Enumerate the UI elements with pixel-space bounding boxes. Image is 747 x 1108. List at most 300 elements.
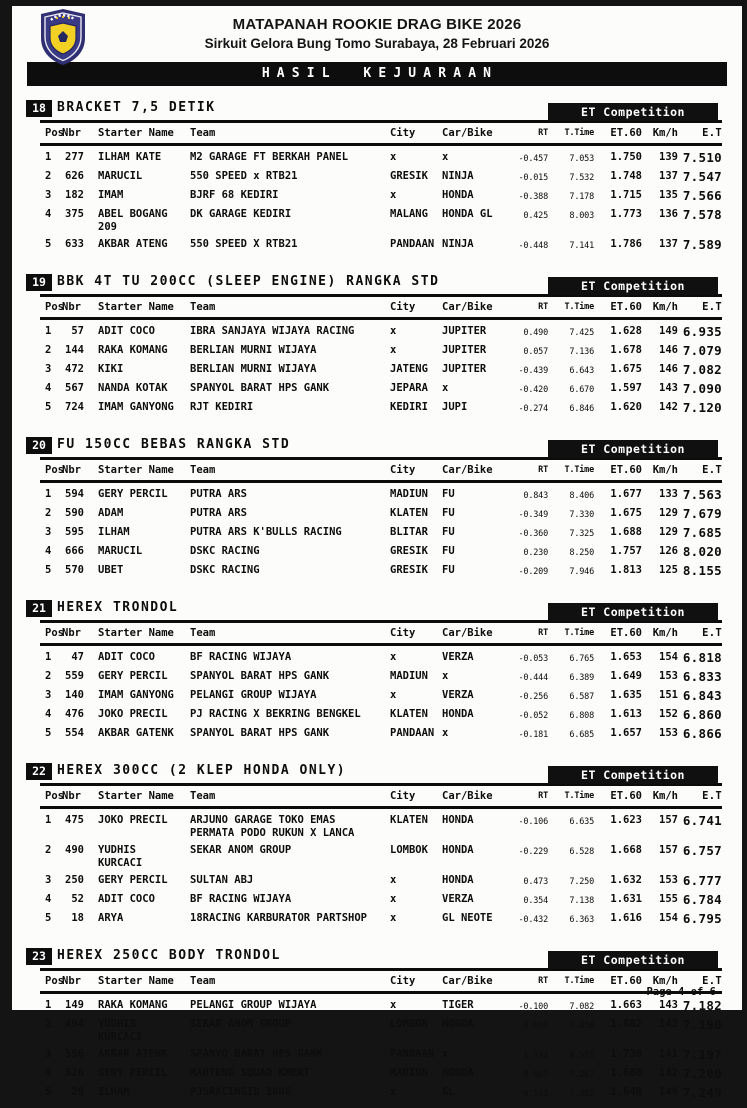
section-title: FU 150CC BEBAS RANGKA STD: [57, 437, 291, 452]
cell-pos: 5: [45, 401, 52, 413]
cell-nbr: 277: [65, 151, 84, 163]
result-row: [40, 149, 722, 168]
cell-pos: 2: [45, 844, 52, 856]
cell-team: BERLIAN MURNI WIJAYA: [190, 344, 317, 356]
column-header-row: [40, 297, 722, 317]
cell-nbr: 375: [65, 208, 84, 220]
col-header-carbike: Car/Bike: [442, 127, 493, 139]
cell-kmh: 139: [659, 151, 678, 163]
col-header-kmh: Km/h: [652, 301, 678, 313]
cell-ttime: 6.670: [569, 385, 594, 395]
cell-ttime: 6.808: [569, 711, 594, 721]
cell-et60: 1.632: [610, 874, 642, 886]
result-row: [40, 168, 722, 187]
cell-et60: 1.648: [610, 1086, 642, 1098]
result-row: [40, 706, 722, 725]
col-header-kmh: Km/h: [652, 790, 678, 802]
col-header-team: Team: [190, 627, 216, 639]
cell-starter-name: GERY PERCIL: [98, 670, 168, 682]
cell-carbike: FU: [442, 488, 455, 500]
cell-ttime: 7.946: [569, 567, 594, 577]
cell-team: SPANYO BARAT HPS GANK: [190, 1048, 323, 1060]
cell-ttime: 7.392: [569, 1089, 594, 1099]
cell-starter-name: NANDA KOTAK: [98, 382, 168, 394]
section-header: [32, 599, 722, 620]
page-subtitle: Sirkuit Gelora Bung Tomo Surabaya, 28 Februari 2026: [204, 36, 550, 51]
cell-ttime: 7.053: [569, 154, 594, 164]
cell-et: 6.833: [682, 669, 722, 684]
cell-et: 7.589: [682, 237, 722, 252]
cell-et60: 1.730: [610, 1048, 642, 1060]
page-number: Page 4 of 6: [646, 986, 716, 998]
col-header-carbike: Car/Bike: [442, 975, 493, 987]
cell-ttime: 6.389: [569, 673, 594, 683]
cell-starter-name: IMAM GANYONG: [98, 401, 174, 413]
col-header-carbike: Car/Bike: [442, 301, 493, 313]
cell-nbr: 633: [65, 238, 84, 250]
col-header-nbr: Nbr: [62, 464, 81, 476]
cell-rt: -0.106: [518, 817, 548, 827]
result-row: [40, 361, 722, 380]
cell-city: KLATEN: [390, 507, 428, 519]
cell-city: BLITAR: [390, 526, 428, 538]
cell-carbike: JUPITER: [442, 363, 487, 375]
cell-ttime: 6.528: [569, 847, 594, 857]
col-header-et60: ET.60: [610, 464, 642, 476]
cell-et60: 1.657: [610, 727, 642, 739]
cell-carbike: HONDA: [442, 874, 474, 886]
cell-starter-name: ADIT COCO: [98, 893, 155, 905]
cell-starter-name: IMAM GANYONG: [98, 689, 174, 701]
cell-carbike: FU: [442, 545, 455, 557]
cell-et60: 1.631: [610, 893, 642, 905]
col-header-name: Starter Name: [98, 627, 174, 639]
cell-starter-name: KIKI: [98, 363, 124, 375]
section-number-badge: 23: [26, 948, 52, 965]
result-row: [40, 812, 722, 842]
cell-carbike: HONDA: [442, 708, 474, 720]
result-row: [40, 380, 722, 399]
col-header-pos: Pos: [45, 127, 64, 139]
cell-et: 7.082: [682, 362, 722, 377]
col-header-rt: RT: [538, 465, 548, 475]
cell-starter-name: ADIT COCO: [98, 325, 155, 337]
cell-rt: 0.354: [523, 896, 548, 906]
col-header-team: Team: [190, 464, 216, 476]
col-header-rt: RT: [538, 628, 548, 638]
result-row: [40, 1084, 722, 1103]
cell-carbike: HONDA: [442, 189, 474, 201]
et-competition-badge: ET Competition: [548, 440, 718, 458]
col-header-ttime: T.Time: [564, 628, 594, 638]
section-title: HEREX 250CC BODY TRONDOL: [57, 948, 281, 963]
race-section: [32, 947, 722, 1108]
column-header-row: [40, 786, 722, 806]
cell-nbr: 20: [71, 1086, 84, 1098]
col-header-name: Starter Name: [98, 464, 174, 476]
cell-city: x: [390, 325, 397, 337]
cell-team: PUTRA ARS: [190, 488, 247, 500]
cell-carbike: TIGER: [442, 999, 474, 1011]
cell-rt: -0.052: [518, 711, 548, 721]
col-header-city: City: [390, 790, 416, 802]
cell-rt: -0.439: [518, 366, 548, 376]
cell-city: x: [390, 999, 397, 1011]
cell-et60: 1.675: [610, 507, 642, 519]
cell-rt: -0.209: [518, 567, 548, 577]
col-header-ttime: T.Time: [564, 128, 594, 138]
cell-et: 6.757: [682, 843, 722, 858]
cell-city: KLATEN: [390, 814, 428, 826]
cell-pos: 5: [45, 912, 52, 924]
cell-carbike: HONDA: [442, 814, 474, 826]
cell-starter-name: GERY PERCIL: [98, 874, 168, 886]
cell-et: 7.679: [682, 506, 722, 521]
cell-ttime: 7.136: [569, 347, 594, 357]
col-header-kmh: Km/h: [652, 975, 678, 987]
cell-pos: 1: [45, 999, 52, 1011]
cell-ttime: 6.846: [569, 404, 594, 414]
cell-pos: 2: [45, 670, 52, 682]
cell-starter-name: AKBAR GATENK: [98, 727, 174, 739]
result-row: [40, 236, 722, 255]
col-header-ttime: T.Time: [564, 302, 594, 312]
cell-rt: -0.360: [518, 529, 548, 539]
cell-pos: 2: [45, 1018, 52, 1030]
cell-team: PJSRACINGID 18RG: [190, 1086, 292, 1098]
cell-et60: 1.813: [610, 564, 642, 576]
cell-et: 6.784: [682, 892, 722, 907]
et-competition-badge: ET Competition: [548, 103, 718, 121]
cell-et60: 1.773: [610, 208, 642, 220]
cell-rt: -0.388: [518, 192, 548, 202]
cell-nbr: 494: [65, 1018, 84, 1030]
cell-nbr: 556: [65, 1048, 84, 1060]
cell-nbr: 594: [65, 488, 84, 500]
cell-carbike: JUPI: [442, 401, 468, 413]
section-number-badge: 21: [26, 600, 52, 617]
cell-city: PANDAAN: [390, 727, 435, 739]
cell-nbr: 250: [65, 874, 84, 886]
col-header-et60: ET.60: [610, 790, 642, 802]
cell-rt: -0.229: [518, 847, 548, 857]
cell-team: DSKC RACING: [190, 564, 260, 576]
cell-team: MAHTENG SQUAD KMBRT: [190, 1067, 311, 1079]
result-row: [40, 1065, 722, 1084]
cell-ttime: 7.425: [569, 328, 594, 338]
section-rows: [40, 809, 722, 934]
cell-carbike: FU: [442, 507, 455, 519]
cell-team: PELANGI GROUP WIJAYA: [190, 689, 317, 701]
cell-ttime: 7.287: [569, 1070, 594, 1080]
cell-rt: -0.349: [518, 510, 548, 520]
cell-city: PANDAAN: [390, 1048, 435, 1060]
cell-carbike: HONDA: [442, 844, 474, 856]
col-header-team: Team: [190, 975, 216, 987]
result-row: [40, 725, 722, 744]
cell-ttime: 6.363: [569, 915, 594, 925]
cell-team: ARJUNO GARAGE TOKO EMAS PERMATA PODO RUKUN X LANCA: [190, 814, 355, 839]
cell-pos: 5: [45, 727, 52, 739]
cell-team: SPANYOL BARAT HPS GANK: [190, 670, 330, 682]
cell-city: x: [390, 689, 397, 701]
cell-city: x: [390, 651, 397, 663]
cell-city: x: [390, 344, 397, 356]
cell-pos: 1: [45, 651, 52, 663]
col-header-city: City: [390, 127, 416, 139]
col-header-city: City: [390, 627, 416, 639]
section-rows: [40, 994, 722, 1108]
cell-et60: 1.653: [610, 651, 642, 663]
race-section: [32, 99, 722, 260]
cell-team: PUTRA ARS: [190, 507, 247, 519]
col-header-rt: RT: [538, 302, 548, 312]
cell-city: x: [390, 893, 397, 905]
cell-city: x: [390, 874, 397, 886]
result-row: [40, 1046, 722, 1065]
cell-city: KLATEN: [390, 708, 428, 720]
cell-kmh: 153: [659, 874, 678, 886]
cell-starter-name: ADAM: [98, 507, 124, 519]
cell-carbike: HONDA: [442, 1018, 474, 1030]
cell-pos: 2: [45, 344, 52, 356]
cell-kmh: 143: [659, 999, 678, 1011]
cell-et: 8.020: [682, 544, 722, 559]
section-title: BBK 4T TU 200CC (SLEEP ENGINE) RANGKA STD: [57, 274, 440, 289]
cell-ttime: 7.330: [569, 510, 594, 520]
section-rows: [40, 320, 722, 423]
cell-ttime: 7.141: [569, 241, 594, 251]
race-section: [32, 762, 722, 934]
result-row: [40, 668, 722, 687]
col-header-nbr: Nbr: [62, 790, 81, 802]
cell-et: 7.685: [682, 525, 722, 540]
cell-team: SPANYOL BARAT HPS GANK: [190, 382, 330, 394]
result-row: [40, 649, 722, 668]
cell-pos: 4: [45, 708, 52, 720]
section-title: HEREX 300CC (2 KLEP HONDA ONLY): [57, 763, 347, 778]
cell-et60: 1.668: [610, 1067, 642, 1079]
cell-city: LOMBOK: [390, 1018, 428, 1030]
race-section: [32, 436, 722, 586]
col-header-team: Team: [190, 790, 216, 802]
cell-carbike: VERZA: [442, 689, 474, 701]
cell-kmh: 142: [659, 1067, 678, 1079]
cell-et: 7.120: [682, 400, 722, 415]
col-header-ttime: T.Time: [564, 976, 594, 986]
section-header: [32, 947, 722, 968]
cell-nbr: 590: [65, 507, 84, 519]
cell-nbr: 144: [65, 344, 84, 356]
cell-ttime: 8.406: [569, 491, 594, 501]
cell-starter-name: MARUCIL: [98, 545, 143, 557]
col-header-name: Starter Name: [98, 790, 174, 802]
col-header-pos: Pos: [45, 975, 64, 987]
cell-kmh: 135: [659, 189, 678, 201]
cell-rt: -0.457: [518, 154, 548, 164]
cell-starter-name: ADIT COCO: [98, 651, 155, 663]
cell-carbike: VERZA: [442, 893, 474, 905]
cell-starter-name: YUDHIS KURCACI: [98, 1018, 143, 1043]
result-row: [40, 323, 722, 342]
section-number-badge: 18: [26, 100, 52, 117]
cell-rt: -0.432: [518, 915, 548, 925]
club-shield-logo: [38, 8, 88, 66]
col-header-et60: ET.60: [610, 301, 642, 313]
cell-et: 7.182: [682, 998, 722, 1013]
cell-nbr: 472: [65, 363, 84, 375]
cell-ttime: 7.325: [569, 529, 594, 539]
col-header-et60: ET.60: [610, 975, 642, 987]
col-header-pos: Pos: [45, 627, 64, 639]
cell-et60: 1.786: [610, 238, 642, 250]
cell-et60: 1.628: [610, 325, 642, 337]
cell-ttime: 6.765: [569, 654, 594, 664]
result-row: [40, 524, 722, 543]
col-header-team: Team: [190, 127, 216, 139]
cell-et60: 1.668: [610, 844, 642, 856]
cell-et: 7.510: [682, 150, 722, 165]
cell-pos: 3: [45, 1048, 52, 1060]
cell-rt: -0.256: [518, 692, 548, 702]
et-competition-badge: ET Competition: [548, 277, 718, 295]
cell-nbr: 52: [71, 893, 84, 905]
cell-et60: 1.688: [610, 526, 642, 538]
page-title: MATAPANAH ROOKIE DRAG BIKE 2026: [232, 16, 522, 33]
race-section: [32, 599, 722, 749]
column-header-row: [40, 623, 722, 643]
cell-et: 7.249: [682, 1085, 722, 1100]
cell-city: x: [390, 912, 397, 924]
cell-city: MADIUN: [390, 488, 428, 500]
cell-pos: 1: [45, 488, 52, 500]
cell-team: 18RACING KARBURATOR PARTSHOP: [190, 912, 368, 924]
cell-carbike: JUPITER: [442, 325, 487, 337]
cell-nbr: 595: [65, 526, 84, 538]
cell-starter-name: AKBAR ATENG: [98, 238, 168, 250]
cell-ttime: 7.138: [569, 896, 594, 906]
result-row: [40, 842, 722, 872]
cell-carbike: x: [442, 151, 449, 163]
col-header-ttime: T.Time: [564, 791, 594, 801]
cell-pos: 3: [45, 189, 52, 201]
cell-city: GRESIK: [390, 564, 428, 576]
results-banner: HASIL KEJUARAAN: [27, 62, 727, 86]
cell-pos: 4: [45, 208, 52, 220]
cell-city: x: [390, 151, 397, 163]
cell-rt: 0.843: [523, 491, 548, 501]
col-header-kmh: Km/h: [652, 127, 678, 139]
cell-kmh: 146: [659, 363, 678, 375]
cell-nbr: 149: [65, 999, 84, 1011]
cell-kmh: 142: [659, 401, 678, 413]
cell-et60: 1.635: [610, 689, 642, 701]
cell-ttime: 7.850: [569, 1021, 594, 1031]
cell-nbr: 626: [65, 170, 84, 182]
section-title: HEREX TRONDOL: [57, 600, 179, 615]
section-header: [32, 99, 722, 120]
cell-kmh: 137: [659, 238, 678, 250]
page-header: [12, 6, 742, 86]
cell-team: 550 SPEED X RTB21: [190, 238, 298, 250]
cell-carbike: FU: [442, 564, 455, 576]
cell-ttime: 8.003: [569, 211, 594, 221]
cell-kmh: 126: [659, 545, 678, 557]
cell-et60: 1.757: [610, 545, 642, 557]
cell-carbike: x: [442, 727, 449, 739]
col-header-city: City: [390, 464, 416, 476]
cell-et60: 1.682: [610, 1018, 642, 1030]
cell-city: JATENG: [390, 363, 428, 375]
cell-carbike: NINJA: [442, 170, 474, 182]
cell-carbike: HONDA GL: [442, 208, 493, 220]
cell-pos: 1: [45, 814, 52, 826]
section-number-badge: 20: [26, 437, 52, 454]
cell-et60: 1.597: [610, 382, 642, 394]
cell-rt: 0.660: [523, 1021, 548, 1031]
cell-team: SEKAR ANOM GROUP: [190, 1018, 292, 1030]
cell-et60: 1.649: [610, 670, 642, 682]
cell-pos: 4: [45, 893, 52, 905]
cell-team: PELANGI GROUP WIJAYA: [190, 999, 317, 1011]
cell-et: 6.866: [682, 726, 722, 741]
cell-pos: 1: [45, 325, 52, 337]
cell-rt: 0.057: [523, 347, 548, 357]
cell-team: PUTRA ARS K'BULLS RACING: [190, 526, 342, 538]
cell-et60: 1.663: [610, 999, 642, 1011]
cell-nbr: 526: [65, 1067, 84, 1079]
cell-carbike: JUPITER: [442, 344, 487, 356]
cell-city: GRESIK: [390, 170, 428, 182]
section-rows: [40, 146, 722, 260]
cell-starter-name: YUDHIS KURCACI: [98, 844, 143, 869]
cell-pos: 3: [45, 689, 52, 701]
cell-ttime: 7.250: [569, 877, 594, 887]
cell-nbr: 18: [71, 912, 84, 924]
cell-kmh: 149: [659, 325, 678, 337]
cell-starter-name: GERY PERCIL: [98, 488, 168, 500]
cell-rt: 0.143: [523, 1089, 548, 1099]
col-header-et: E.T: [702, 127, 722, 139]
col-header-et60: ET.60: [610, 127, 642, 139]
cell-kmh: 141: [659, 1048, 678, 1060]
cell-carbike: x: [442, 382, 449, 394]
result-row: [40, 687, 722, 706]
cell-carbike: HONDA: [442, 1067, 474, 1079]
result-row: [40, 187, 722, 206]
cell-kmh: 153: [659, 670, 678, 682]
cell-ttime: 6.643: [569, 366, 594, 376]
result-row: [40, 1016, 722, 1046]
cell-et60: 1.677: [610, 488, 642, 500]
col-header-et: E.T: [702, 301, 722, 313]
cell-ttime: 8.531: [569, 1051, 594, 1061]
col-header-rt: RT: [538, 128, 548, 138]
cell-team: DK GARAGE KEDIRI: [190, 208, 292, 220]
et-competition-badge: ET Competition: [548, 951, 718, 969]
section-rows: [40, 646, 722, 749]
cell-rt: -0.448: [518, 241, 548, 251]
cell-city: GRESIK: [390, 545, 428, 557]
cell-team: DSKC RACING: [190, 545, 260, 557]
cell-starter-name: ABEL BOGANG 209: [98, 208, 168, 233]
cell-team: SPANYOL BARAT HPS GANK: [190, 727, 330, 739]
col-header-et: E.T: [702, 627, 722, 639]
cell-et60: 1.623: [610, 814, 642, 826]
section-header: [32, 762, 722, 783]
cell-city: PANDAAN: [390, 238, 435, 250]
cell-city: JEPARA: [390, 382, 428, 394]
